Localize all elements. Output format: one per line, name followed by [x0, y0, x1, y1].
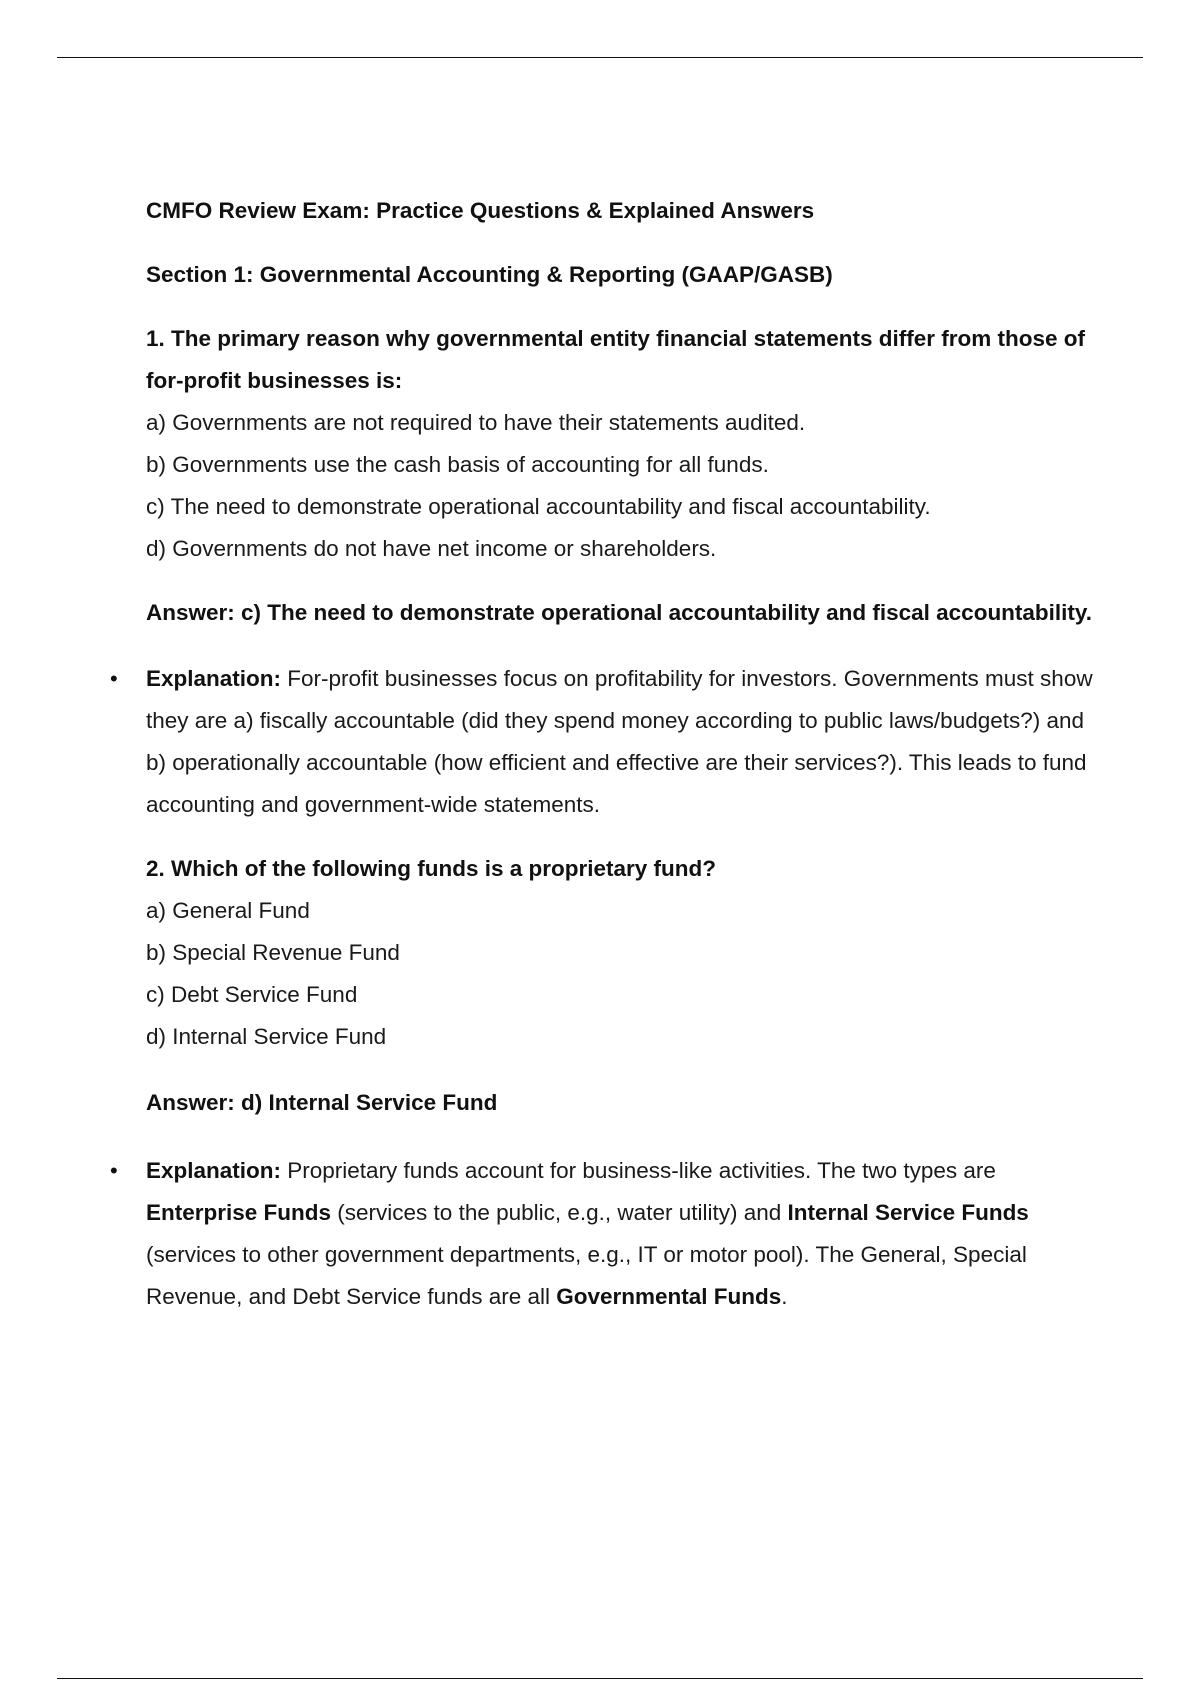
question-block-1	[110, 318, 1106, 826]
explanation-body: (services to the public, e.g., water utility) and	[331, 1200, 788, 1225]
question-text: 2. Which of the following funds is a proprietary fund?	[146, 856, 716, 881]
option-d: d) Governments do not have net income or shareholders.	[146, 536, 717, 561]
explanation-label: Explanation:	[146, 666, 282, 691]
explanation-body: For-profit businesses focus on profitability for investors. Governments must show they are a) fiscally accountable (did they spend money according to public laws/budgets?) and b) operationally accountable (how efficient and effective are their services?). This leads to fund accounting and government-wide statements.	[146, 666, 1093, 817]
option-list	[146, 890, 1106, 1058]
explanation-term: Enterprise Funds	[146, 1200, 332, 1225]
explanation-body: Proprietary funds account for business-like activities. The two types are	[281, 1158, 996, 1183]
answer-text: Answer: d) Internal Service Fund	[146, 1090, 498, 1115]
bullet-icon: •	[110, 666, 118, 691]
explanation-term: Governmental Funds	[556, 1284, 782, 1309]
section-title: Section 1: Governmental Accounting & Reporting (GAAP/GASB)	[146, 262, 833, 287]
explanation-item	[110, 658, 1106, 826]
explanation-term: Internal Service Funds	[787, 1200, 1029, 1225]
option-a: a) General Fund	[146, 898, 310, 923]
option-d: d) Internal Service Fund	[146, 1024, 387, 1049]
top-rule	[57, 57, 1143, 58]
question-text: 1. The primary reason why governmental entity financial statements differ from those of for-profit businesses is:	[146, 326, 1085, 393]
document-body	[110, 190, 1106, 1340]
option-a: a) Governments are not required to have their statements audited.	[146, 410, 806, 435]
option-b: b) Special Revenue Fund	[146, 940, 400, 965]
explanation-body: (services to other government departments, e.g., IT or motor pool). The General, Special Revenue, and Debt Service funds are all	[146, 1242, 1027, 1309]
option-b: b) Governments use the cash basis of accounting for all funds.	[146, 452, 769, 477]
explanation-item	[110, 1150, 1106, 1318]
explanation-text	[146, 658, 1106, 826]
bullet-icon: •	[110, 1158, 118, 1183]
explanation-body: .	[781, 1284, 788, 1309]
option-list	[146, 402, 1106, 570]
document-title: CMFO Review Exam: Practice Questions & Explained Answers	[146, 198, 815, 223]
option-c: c) Debt Service Fund	[146, 982, 358, 1007]
question-block-2	[110, 848, 1106, 1318]
explanation-text	[146, 1150, 1106, 1318]
explanation-label: Explanation:	[146, 1158, 282, 1183]
option-c: c) The need to demonstrate operational accountability and fiscal accountability.	[146, 494, 931, 519]
answer-text: Answer: c) The need to demonstrate operational accountability and fiscal accountability.	[146, 600, 1093, 625]
bottom-rule	[57, 1678, 1143, 1679]
